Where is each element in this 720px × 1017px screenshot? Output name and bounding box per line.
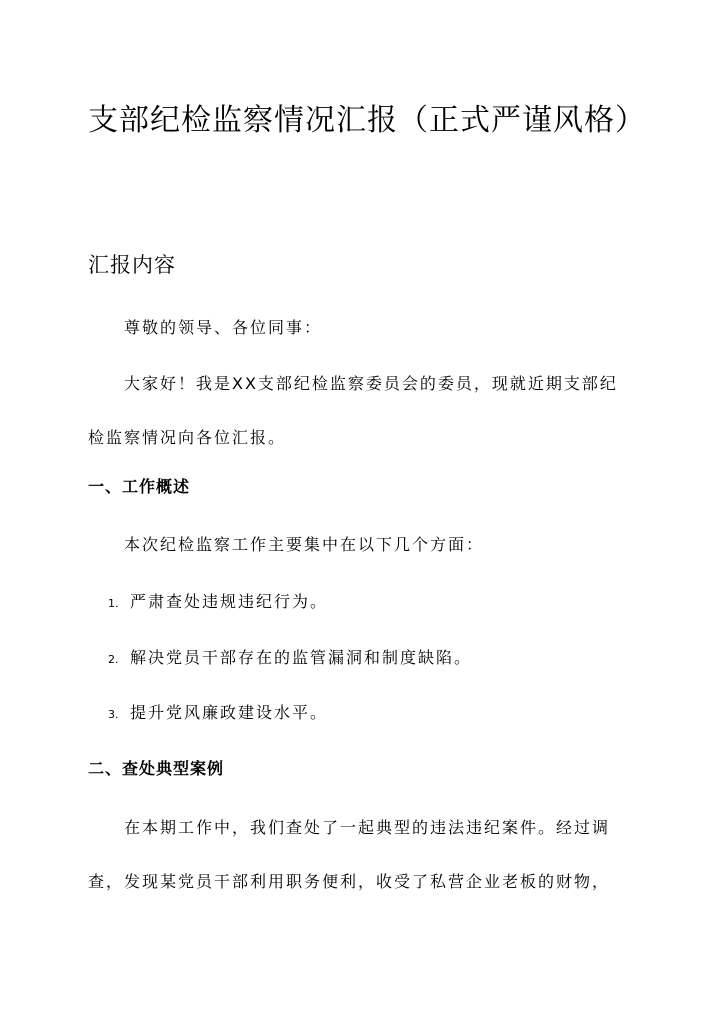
part1-heading: 一、工作概述 <box>88 477 191 496</box>
document-title: 支部纪检监察情况汇报（正式严谨风格） <box>88 103 646 138</box>
list-item <box>108 699 328 729</box>
list-item <box>108 588 328 618</box>
section-heading-report-content: 汇报内容 <box>88 253 176 277</box>
list-item-text: 解决党员干部存在的监管漏洞和制度缺陷。 <box>130 648 473 667</box>
list-item-text: 提升党风廉政建设水平。 <box>130 703 329 722</box>
part2-heading: 二、查处典型案例 <box>88 759 225 778</box>
list-item <box>108 644 472 674</box>
list-item-number: 3. <box>108 708 119 721</box>
salutation-paragraph: 尊敬的领导、各位同事： <box>124 318 323 337</box>
part1-lead-paragraph: 本次纪检监察工作主要集中在以下几个方面： <box>124 535 485 554</box>
list-item-number: 2. <box>108 653 119 666</box>
intro-paragraph: 大家好！我是XX支部纪检监察委员会的委员，现就近期支部纪检监察情况向各位汇报。 <box>88 374 618 447</box>
list-item-number: 1. <box>108 597 119 610</box>
part2-body-paragraph: 在本期工作中，我们查处了一起典型的违法违纪案件。经过调查，发现某党员干部利用职务便利，收受了私营企业老板的财物， <box>88 818 611 891</box>
list-item-text: 严肃查处违规违纪行为。 <box>130 592 329 611</box>
